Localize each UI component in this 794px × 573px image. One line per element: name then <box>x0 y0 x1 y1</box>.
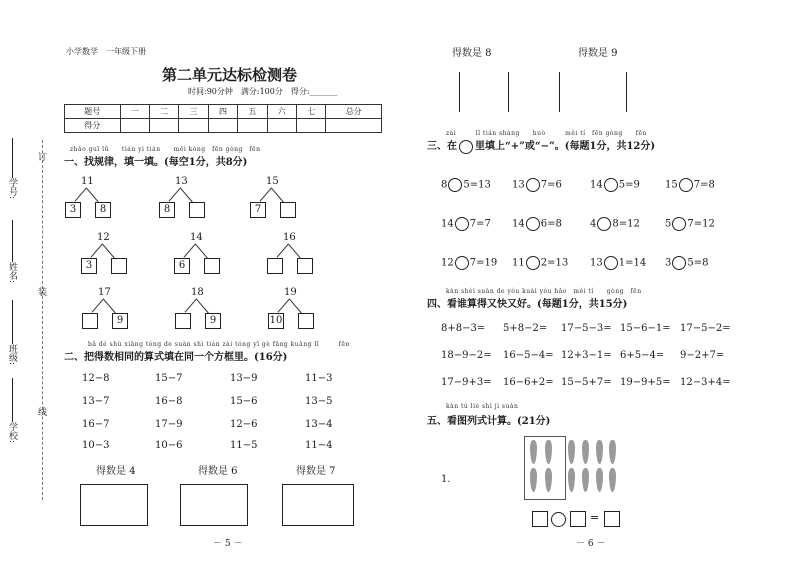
tree-branch <box>168 187 181 202</box>
tree-right-box: 8 <box>95 202 111 218</box>
expression[interactable]: 17−9 <box>155 419 183 430</box>
fill-operator-problem: 3 5=8 <box>665 257 709 269</box>
expression[interactable]: 12−8 <box>82 373 110 384</box>
pepper-icon <box>582 468 589 492</box>
answer-label-4: 得数是 4 <box>96 466 136 477</box>
eq-box-1[interactable] <box>532 511 548 527</box>
calc-problem[interactable]: 16−5−4= <box>503 350 554 361</box>
tree-branch <box>288 244 301 259</box>
school-line <box>12 378 13 422</box>
answer-box-4[interactable] <box>80 484 148 526</box>
tree-left-box: 3 <box>65 202 81 218</box>
tree-branch <box>103 299 116 314</box>
tree-branch <box>277 298 290 313</box>
answer-box-7[interactable] <box>282 484 354 526</box>
operator-circle[interactable] <box>455 217 469 231</box>
tree-branch <box>259 187 272 202</box>
name-label: 姓名: <box>7 262 17 284</box>
sec1-title: 一、找规律，填一填。(每空1分，共8分) <box>64 157 248 168</box>
expression[interactable]: 11−5 <box>230 440 258 451</box>
operator-circle[interactable] <box>448 178 462 192</box>
score-header-cell: 题号 <box>65 105 121 119</box>
fill-operator-problem: 14 5=9 <box>590 179 640 191</box>
sec3-pinyin: zài lǐ tián shàng huò měi tí fēn gòng fēn <box>446 130 647 137</box>
calc-problem[interactable]: 17−5−2= <box>680 323 731 334</box>
sec4-pinyin: kàn shéi suàn de yòu kuài yòu hǎo měi tí gòng fēn <box>446 288 642 295</box>
tree-left-box[interactable] <box>175 313 191 329</box>
expression[interactable]: 16−8 <box>155 396 183 407</box>
expression[interactable]: 13−5 <box>305 396 333 407</box>
tree-right-box: 9 <box>112 313 128 329</box>
calc-problem[interactable]: 15−5+7= <box>561 377 612 388</box>
answer-box-6[interactable] <box>180 484 248 526</box>
sec3-title-b: 里填上“+”或“−”。(每题1分，共12分) <box>475 141 656 152</box>
sec5-title: 五、看图列式计算。(21分) <box>427 416 551 427</box>
operator-circle[interactable] <box>526 178 540 192</box>
expression[interactable]: 15−6 <box>230 396 258 407</box>
score-cell[interactable] <box>149 119 178 133</box>
fill-operator-problem: 11 2=13 <box>512 257 569 269</box>
page-title: 第二单元达标检测卷 <box>162 66 298 84</box>
score-header-cell: 五 <box>238 105 267 119</box>
tree-right-box[interactable] <box>280 202 296 218</box>
page-number-left: － 5 － <box>213 539 243 549</box>
item-number: 1. <box>441 474 451 485</box>
operator-circle[interactable] <box>455 256 469 270</box>
answer-box-9[interactable] <box>559 72 627 112</box>
fill-operator-problem: 4 8=12 <box>590 218 640 230</box>
score-header-cell: 总分 <box>326 105 382 119</box>
eq-equals: = <box>590 511 600 524</box>
expression[interactable]: 10−6 <box>155 440 183 451</box>
operator-circle[interactable] <box>526 217 540 231</box>
tree-branch <box>86 188 99 203</box>
score-cell[interactable] <box>208 119 237 133</box>
tree-branch <box>195 244 208 259</box>
score-header-cell: 三 <box>179 105 208 119</box>
answer-label-8: 得数是 8 <box>452 48 492 59</box>
calc-problem[interactable]: 6+5−4= <box>620 350 665 361</box>
tree-left-box: 7 <box>250 202 266 218</box>
fill-operator-problem: 13 1=14 <box>590 257 647 269</box>
calc-problem[interactable]: 16−6+2= <box>503 377 554 388</box>
operator-circle[interactable] <box>672 256 686 270</box>
score-header-cell: 四 <box>208 105 237 119</box>
tree-left-box: 3 <box>81 258 97 274</box>
tree-top-number: 14 <box>190 232 203 243</box>
pepper-icon <box>596 468 603 492</box>
sec4-title: 四、看谁算得又快又好。(每题1分，共15分) <box>427 299 628 310</box>
score-cell[interactable] <box>296 119 325 133</box>
answer-label-6: 得数是 6 <box>198 466 238 477</box>
tree-branch <box>90 243 103 258</box>
pepper-icon <box>568 468 575 492</box>
binding-line <box>42 140 43 500</box>
tree-left-box: 10 <box>268 313 284 329</box>
operator-circle[interactable] <box>526 256 540 270</box>
fill-operator-problem: 15 7=8 <box>665 179 715 191</box>
pepper-icon <box>568 440 575 464</box>
circle-icon <box>459 140 473 154</box>
school-label: 学校: <box>7 422 17 444</box>
calc-problem[interactable]: 15−6−1= <box>620 323 671 334</box>
answer-label-7: 得数是 7 <box>296 466 336 477</box>
calc-problem[interactable]: 17−5−3= <box>561 323 612 334</box>
sec2-title: 二、把得数相同的算式填在同一个方框里。(16分) <box>64 352 288 363</box>
expression[interactable]: 10−3 <box>82 440 110 451</box>
tree-left-box: 8 <box>159 202 175 218</box>
operator-circle[interactable] <box>597 217 611 231</box>
operator-circle[interactable] <box>679 178 693 192</box>
expression[interactable]: 12−6 <box>230 419 258 430</box>
sec1-pinyin: zhǎo guī lǜ tián yi tián měi kòng fēn gòng fēn <box>70 146 261 153</box>
fill-operator-problem: 5 7=12 <box>665 218 715 230</box>
sec5-pinyin: kàn tú liè shì jì suàn <box>446 403 519 410</box>
fill-operator-problem: 13 7=6 <box>512 179 562 191</box>
eq-operator-circle[interactable] <box>551 512 566 527</box>
operator-circle[interactable] <box>604 178 618 192</box>
expression[interactable]: 13−4 <box>305 419 333 430</box>
tree-left-box[interactable] <box>82 313 98 329</box>
calc-problem[interactable]: 12−3+4= <box>680 377 731 388</box>
tree-right-box: 9 <box>205 313 221 329</box>
score-cell[interactable] <box>120 119 149 133</box>
calc-problem[interactable]: 17−9+3= <box>441 377 492 388</box>
tree-branch <box>180 188 193 203</box>
eq-box-2[interactable] <box>570 511 586 527</box>
sec2-pinyin: bǎ dé shù xiāng tóng de suàn shì tián zài tóng yī gè fāng kuāng lǐ fēn <box>88 341 350 348</box>
fill-operator-problem: 14 7=7 <box>441 218 491 230</box>
book-header: 小学数学 一年级下册 <box>66 47 146 56</box>
tree-top-number: 11 <box>81 176 94 187</box>
tree-branch <box>183 243 196 258</box>
tree-top-number: 18 <box>191 287 204 298</box>
score-header-cell: 六 <box>267 105 296 119</box>
expression[interactable]: 16−7 <box>82 419 110 430</box>
page-number-right: － 6 － <box>576 539 606 549</box>
pepper-icon <box>609 468 616 492</box>
score-row-label: 得分 <box>65 119 121 133</box>
score-table <box>64 104 382 133</box>
eq-box-result[interactable] <box>604 511 620 527</box>
fill-operator-problem: 8 5=13 <box>441 179 491 191</box>
pepper-icon <box>609 440 616 464</box>
calc-problem[interactable]: 8+8−3= <box>441 323 486 334</box>
tree-top-number: 12 <box>97 232 110 243</box>
tree-branch <box>91 298 104 313</box>
expression[interactable]: 11−3 <box>305 373 333 384</box>
ding-mark: 订 <box>38 153 48 163</box>
zhuang-mark: 装 <box>38 288 48 298</box>
tree-top-number: 13 <box>175 176 188 187</box>
calc-problem[interactable]: 12+3−1= <box>561 350 612 361</box>
expression[interactable]: 15−7 <box>155 373 183 384</box>
fill-operator-problem: 12 7=19 <box>441 257 498 269</box>
calc-problem[interactable]: 9−2+7= <box>680 350 725 361</box>
score-cell[interactable] <box>267 119 296 133</box>
tree-top-number: 16 <box>283 232 296 243</box>
tree-left-box: 6 <box>174 258 190 274</box>
sec3-title-a: 三、在 <box>427 141 457 152</box>
fill-operator-problem: 14 6=8 <box>512 218 562 230</box>
calc-problem[interactable]: 5+8−2= <box>503 323 548 334</box>
exam-info: 时间:90分钟 满分:100分 得分:_______ <box>188 87 338 96</box>
score-cell[interactable] <box>179 119 208 133</box>
expression[interactable]: 11−4 <box>305 440 333 451</box>
score-header-cell: 二 <box>149 105 178 119</box>
expression[interactable]: 13−7 <box>82 396 110 407</box>
class-label: 班级: <box>7 344 17 366</box>
tree-branch <box>102 244 115 259</box>
class-line <box>12 300 13 344</box>
calc-problem[interactable]: 18−9−2= <box>441 350 492 361</box>
sec3-title <box>427 137 655 154</box>
xian-mark: 线 <box>38 408 48 418</box>
tree-branch <box>74 187 87 202</box>
score-header-cell: 七 <box>296 105 325 119</box>
pepper-icon <box>596 440 603 464</box>
student-number-label: 学号: <box>7 178 17 200</box>
calc-problem[interactable]: 19−9+5= <box>620 377 671 388</box>
tree-top-number: 15 <box>266 176 279 187</box>
score-header-cell: 一 <box>120 105 149 119</box>
pepper-icon <box>582 440 589 464</box>
answer-label-9: 得数是 9 <box>578 48 618 59</box>
tree-right-box[interactable] <box>204 258 220 274</box>
name-line <box>12 220 13 262</box>
answer-box-8[interactable] <box>459 72 509 112</box>
tree-right-box[interactable] <box>297 258 313 274</box>
tree-branch <box>184 298 197 313</box>
student-number-line <box>12 138 13 178</box>
tree-branch <box>289 299 302 314</box>
tree-right-box[interactable] <box>189 202 205 218</box>
tree-branch <box>276 243 289 258</box>
tree-top-number: 19 <box>284 287 297 298</box>
operator-circle[interactable] <box>672 217 686 231</box>
tree-top-number: 17 <box>98 287 111 298</box>
tree-left-box[interactable] <box>267 258 283 274</box>
tree-right-box[interactable] <box>298 313 314 329</box>
tree-branch <box>271 188 284 203</box>
tree-branch <box>196 299 209 314</box>
score-cell[interactable] <box>238 119 267 133</box>
expression[interactable]: 13−9 <box>230 373 258 384</box>
operator-circle[interactable] <box>604 256 618 270</box>
score-cell[interactable] <box>326 119 382 133</box>
tree-right-box[interactable] <box>111 258 127 274</box>
